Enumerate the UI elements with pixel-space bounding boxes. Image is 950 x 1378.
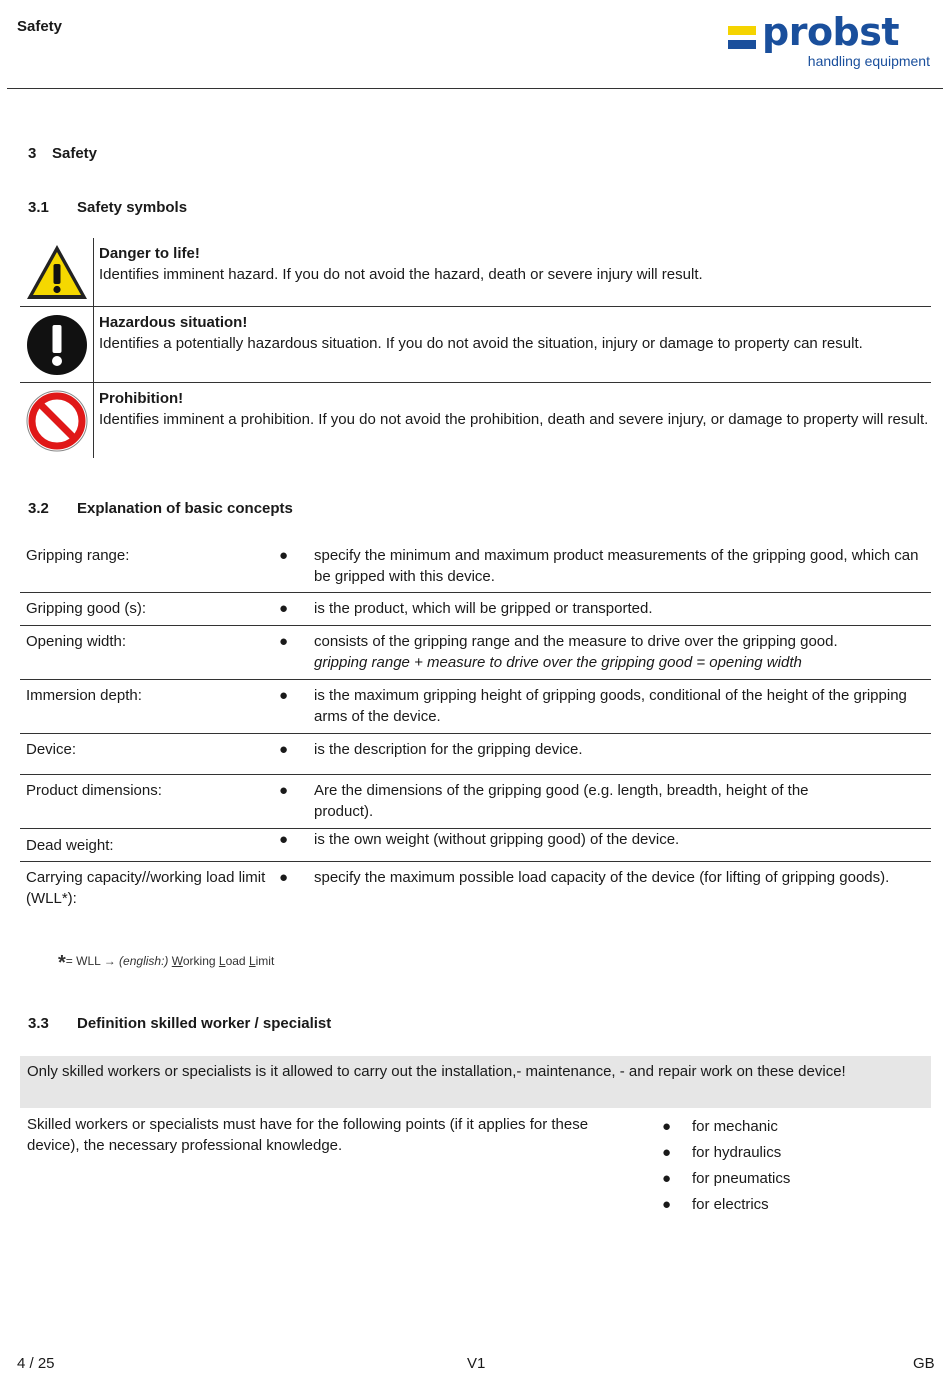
section-title: Explanation of basic concepts <box>77 500 293 517</box>
bullet: ● <box>279 782 289 799</box>
symbol-text: Identifies imminent hazard. If you do not avoid the hazard, death or severe injury will result. <box>99 266 703 283</box>
concept-definition <box>314 631 931 679</box>
concept-definition: specify the minimum and maximum product measurements of the gripping good, which can be gripped with this device. <box>314 547 919 585</box>
bullet: ● <box>279 687 289 704</box>
knowledge-areas-list <box>662 1114 790 1218</box>
list-item <box>662 1192 790 1218</box>
symbol-title: Prohibition! <box>99 390 184 407</box>
concept-row <box>20 680 931 734</box>
area-label: for hydraulics <box>692 1144 782 1161</box>
section-heading-3-2 <box>28 500 293 517</box>
footnote-word: orking <box>182 954 219 968</box>
symbol-title: Hazardous situation! <box>99 314 248 331</box>
concept-definition: is the description for the gripping device. <box>314 741 583 758</box>
bullet: ● <box>662 1118 672 1135</box>
list-item <box>662 1166 790 1192</box>
symbol-text: Identifies imminent a prohibition. If you do not avoid the prohibition, death and severe injury, or damage to property will result. <box>99 411 929 428</box>
concept-term: Product dimensions: <box>26 782 162 799</box>
symbol-description <box>94 238 703 306</box>
safety-symbols-table <box>20 238 931 458</box>
symbol-text: Identifies a potentially hazardous situation. If you do not avoid the situation, injury or damage to property can result. <box>99 335 863 352</box>
section-number: 3.3 <box>28 1015 49 1032</box>
concept-definition: is the maximum gripping height of gripping goods, conditional of the height of the gripping arms of the device. <box>314 687 907 725</box>
concept-row <box>20 829 931 862</box>
probst-logo <box>726 10 934 74</box>
section-title: Safety <box>52 145 98 162</box>
bullet: ● <box>279 831 289 848</box>
concept-term: Device: <box>26 741 77 758</box>
footnote-abbr: = WLL → <box>65 954 116 968</box>
header-title: Safety <box>17 18 63 35</box>
concept-formula: gripping range + measure to drive over the gripping good = opening width <box>314 654 802 671</box>
concept-row <box>20 775 931 829</box>
symbol-cell <box>20 383 94 458</box>
bullet: ● <box>279 869 289 886</box>
wll-footnote <box>58 948 275 974</box>
bullet: ● <box>279 741 289 758</box>
concept-row <box>20 862 931 918</box>
symbol-cell <box>20 307 94 382</box>
symbol-row-hazard <box>20 307 931 383</box>
concept-row <box>20 593 931 626</box>
bullet: ● <box>662 1170 672 1187</box>
exclamation-circle-icon <box>25 313 89 377</box>
concept-definition: specify the maximum possible load capacity of the device (for lifting of gripping goods). <box>314 869 890 886</box>
concept-definition: is the own weight (without gripping good) of the device. <box>314 831 680 848</box>
logo-word: probst <box>762 10 900 54</box>
symbol-description <box>94 383 928 458</box>
concept-row <box>20 734 931 775</box>
section-title: Definition skilled worker / specialist <box>77 1015 332 1032</box>
area-label: for electrics <box>692 1196 769 1213</box>
footnote-star: * <box>58 952 66 974</box>
section-number: 3.1 <box>28 199 49 216</box>
concept-term: Gripping good (s): <box>26 600 147 617</box>
symbol-description <box>94 307 863 382</box>
footnote-letter: L <box>218 954 226 968</box>
bullet: ● <box>662 1144 672 1161</box>
warning-triangle-icon <box>24 242 90 302</box>
section-number: 3 <box>28 145 37 162</box>
symbol-cell <box>20 238 94 306</box>
skilled-worker-text: Skilled workers or specialists must have for the following points (if it applies for these device), the necessary professional knowledge. <box>27 1116 589 1154</box>
header-divider <box>7 88 943 89</box>
bullet: ● <box>279 600 289 617</box>
footnote-word: imit <box>255 954 275 968</box>
section-number: 3.2 <box>28 500 49 517</box>
bullet: ● <box>279 547 289 564</box>
logo-yellow-bar <box>728 26 756 35</box>
concept-definition-text: consists of the gripping range and the measure to drive over the gripping good. <box>314 633 838 650</box>
concept-term: Carrying capacity//working load limit (WLL*): <box>26 869 266 907</box>
symbol-title: Danger to life! <box>99 245 200 262</box>
list-item <box>662 1140 790 1166</box>
area-label: for mechanic <box>692 1118 778 1135</box>
concept-term: Gripping range: <box>26 547 130 564</box>
page-number: 4 / 25 <box>17 1355 55 1372</box>
concept-definition: is the product, which will be gripped or transported. <box>314 600 653 617</box>
concept-term: Opening width: <box>26 633 127 650</box>
concept-definition: Are the dimensions of the gripping good (e.g. length, breadth, height of the product). <box>314 782 809 820</box>
bullet: ● <box>662 1196 672 1213</box>
bullet: ● <box>279 633 289 650</box>
concept-row <box>20 626 931 680</box>
logo-blue-bar <box>728 40 756 49</box>
section-heading-3 <box>28 145 97 162</box>
concept-term: Dead weight: <box>26 837 114 854</box>
concept-term: Immersion depth: <box>26 687 142 704</box>
notice-text: Only skilled workers or specialists is it allowed to carry out the installation,- maintenance, - and repair work on these device! <box>27 1063 846 1080</box>
symbol-row-danger <box>20 238 931 307</box>
language-code: GB <box>913 1355 935 1372</box>
symbol-row-prohibition <box>20 383 931 458</box>
logo-subtitle: handling equipment <box>807 53 930 69</box>
prohibition-icon <box>25 389 89 453</box>
version-label: V1 <box>467 1355 486 1372</box>
concept-row <box>20 541 931 593</box>
section-heading-3-3 <box>28 1015 331 1032</box>
section-title: Safety symbols <box>77 199 188 216</box>
footnote-lang: (english:) <box>119 954 169 968</box>
footnote-word: oad <box>225 954 249 968</box>
section-heading-3-1 <box>28 199 187 216</box>
concepts-table <box>20 541 931 918</box>
area-label: for pneumatics <box>692 1170 791 1187</box>
footnote-letter: L <box>248 954 256 968</box>
list-item <box>662 1114 790 1140</box>
footnote-letter: W <box>171 954 183 968</box>
